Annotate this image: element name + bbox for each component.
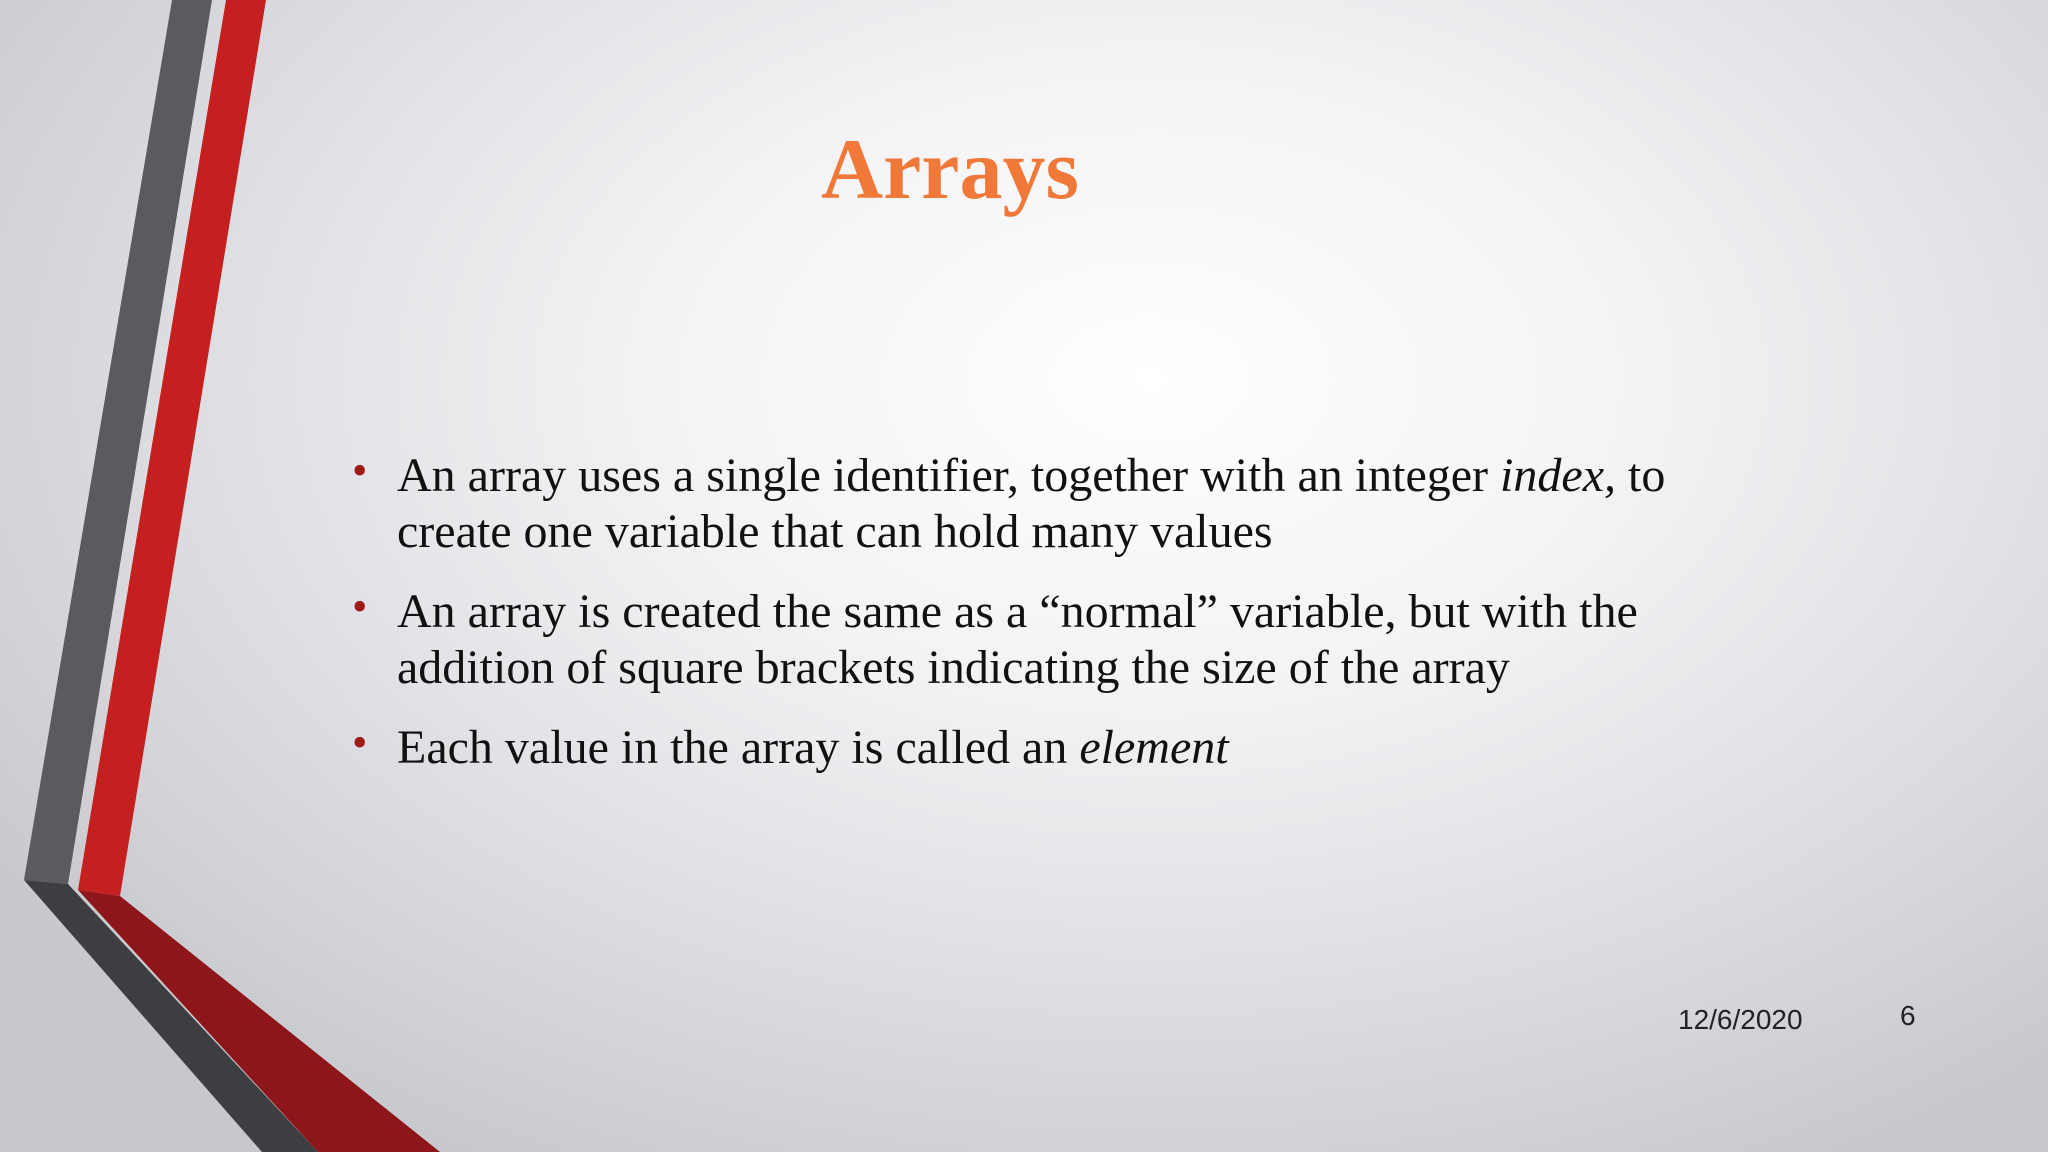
- bullet-text: Each value in the array is called an: [397, 721, 1080, 774]
- bullet-text-italic: element: [1079, 721, 1229, 774]
- dark-gray-diagonal: [24, 880, 318, 1152]
- bullet-icon: •: [352, 446, 368, 495]
- slide-page-number: 6: [1900, 1000, 1916, 1031]
- bullet-text-italic: index,: [1500, 449, 1616, 502]
- bullet-item: [352, 584, 1752, 696]
- slide-date: 12/6/2020: [1678, 1004, 1803, 1035]
- bullet-list: [352, 448, 1752, 800]
- slide-title: Arrays: [821, 121, 1079, 217]
- bullet-icon: •: [352, 582, 368, 631]
- bullet-text: to create one variable that can hold many values: [397, 449, 1666, 558]
- bullet-item: [352, 448, 1752, 560]
- bullet-item: [352, 720, 1752, 776]
- bullet-icon: •: [352, 718, 368, 767]
- bullet-text: An array uses a single identifier, together with an integer: [397, 449, 1501, 502]
- bullet-text: An array is created the same as a “normal” variable, but with the addition of square brackets indicating the size of the array: [397, 585, 1638, 694]
